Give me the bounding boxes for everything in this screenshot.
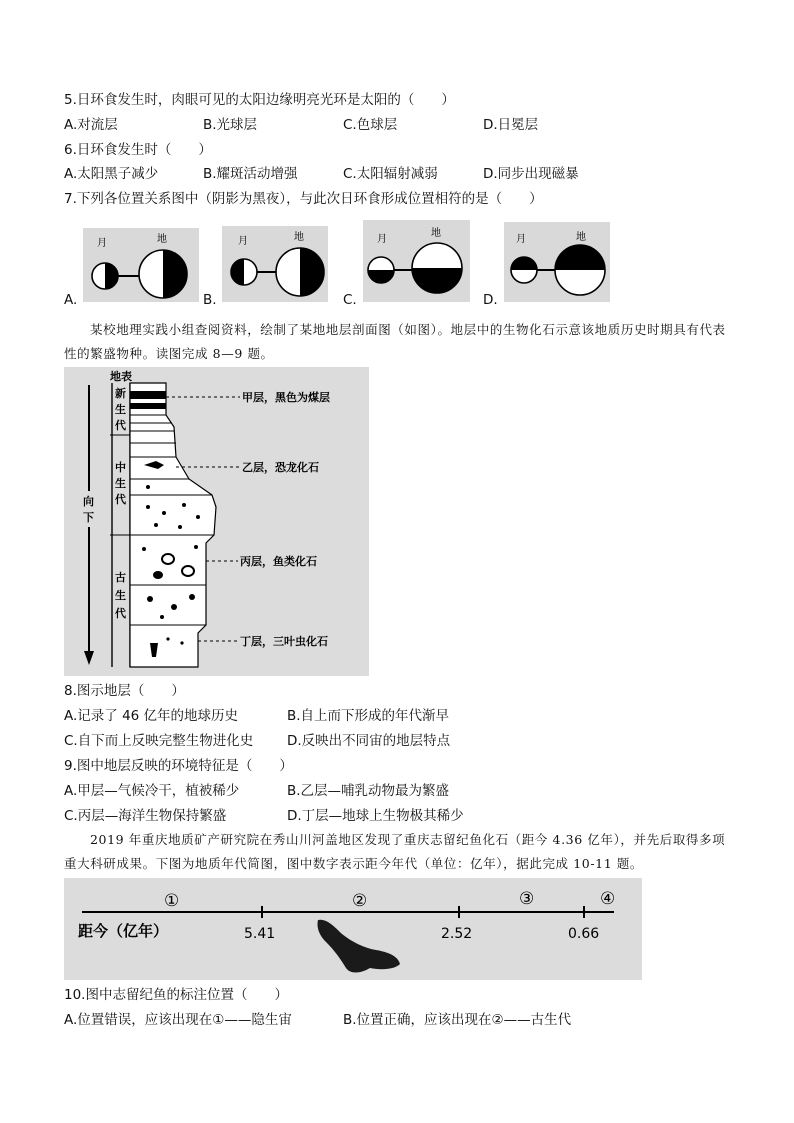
tick-label-252: 2.52 [441,926,473,942]
moon-label: 月 [377,234,387,245]
q7-diagram-a [83,228,199,302]
q5-option-b: B.光球层 [203,117,258,133]
earth-label: 地 [294,232,304,243]
q5-option-d: D.日冕层 [483,117,539,133]
marker-1: ① [164,891,180,911]
q9-option-b: B.乙层—哺乳动物最为繁盛 [287,783,450,799]
q10-option-b: B.位置正确，应该出现在②——古生代 [343,1012,572,1028]
q5-option-a: A.对流层 [64,117,118,133]
earth-night-half [163,250,187,298]
coal-layer [130,403,166,409]
strata-profile-figure [64,367,369,676]
q10-option-a: A.位置错误，应该出现在①——隐生宙 [64,1012,292,1028]
era-cenozoic-label: 新生代 [115,387,126,432]
marker-4: ④ [600,889,616,909]
era-mesozoic-label: 中生代 [115,461,126,506]
earth-label: 地 [576,232,586,243]
q8-option-a: A.记录了 46 亿年的地球历史 [64,708,239,724]
q7-diagram-b [222,226,328,302]
moon-night-half [368,270,394,283]
q6-option-a: A.太阳黑子减少 [64,166,159,182]
marker-3: ③ [519,889,535,909]
layer-ding-label: 丁层，三叶虫化石 [240,635,328,648]
tick-label-066: 0.66 [568,926,600,942]
fish-fossil [182,566,194,576]
geologic-timeline-figure [64,878,642,980]
q8-option-b: B.自上而下形成的年代渐早 [287,708,450,724]
q7-diagram-c [363,220,470,302]
moon-night-half [105,263,118,289]
q5-option-c: C.色球层 [343,117,398,133]
q7-diagram-d [504,222,610,302]
fish-fossil [162,554,174,564]
q7-option-b: B. [203,292,217,308]
earth-night-half [300,248,324,296]
q7-option-a: A. [64,292,78,308]
timeline-label: 距今（亿年） [78,922,169,940]
earth-label: 地 [157,234,167,245]
q6-stem: 6.日环食发生时（ ） [64,142,212,158]
q7-option-c: C. [343,292,357,308]
q9-option-a: A.甲层—气候冷干，植被稀少 [64,783,240,799]
q6-option-b: B.耀斑活动增强 [203,166,298,182]
q6-option-d: D.同步出现磁暴 [483,166,579,182]
intro-8-9: 某校地理实践小组查阅资料，绘制了某地地层剖面图（如图）。地层中的生物化石示意该地质历史时期具有代表性的繁盛物种。读图完成 8—9 题。 [64,322,726,361]
earth-night-half [555,245,605,270]
q7-stem: 7.下列各位置关系图中（阴影为黑夜），与此次日环食形成位置相符的是（ ） [64,191,543,207]
q8-option-c: C.自下而上反映完整生物进化史 [64,733,254,749]
moon-label: 月 [238,236,248,247]
intro-10-11: 2019 年重庆地质矿产研究院在秀山川河盖地区发现了重庆志留纪鱼化石（距今 4.36 亿年），并先后取得多项重大科研成果。下图为地质年代简图，图中数字表示距今年代（单位：亿年），据此完成 10-11 题。 [64,832,726,871]
earth-night-half [412,268,462,293]
q7-option-d: D. [483,292,498,308]
moon-label: 月 [97,238,107,249]
surface-label: 地表 [110,370,132,383]
tick-label-541: 5.41 [244,926,276,942]
moon-label: 月 [516,234,526,245]
moon-night-half [231,259,244,285]
q10-stem: 10.图中志留纪鱼的标注位置（ ） [64,987,288,1003]
layer-jia-label: 甲层，黑色为煤层 [242,391,330,404]
q8-option-d: D.反映出不同宙的地层特点 [287,733,451,749]
layer-yi-label: 乙层，恐龙化石 [242,461,319,474]
marker-2: ② [352,891,368,911]
q9-option-c: C.丙层—海洋生物保持繁盛 [64,808,227,824]
q9-stem: 9.图中地层反映的环境特征是（ ） [64,758,293,774]
q6-option-c: C.太阳辐射减弱 [343,166,438,182]
fish-fossil [153,571,163,579]
q8-stem: 8.图示地层（ ） [64,683,185,699]
era-paleozoic-label: 古生代 [115,571,126,620]
q5-stem: 5.日环食发生时，肉眼可见的太阳边缘明亮光环是太阳的（ ） [64,92,455,108]
moon-night-half [511,257,537,270]
downward-label: 向下 [83,495,94,524]
layer-bing-label: 丙层，鱼类化石 [240,555,317,568]
coal-layer [130,391,166,399]
earth-label: 地 [431,228,441,239]
q9-option-d: D.丁层—地球上生物极其稀少 [287,808,464,824]
